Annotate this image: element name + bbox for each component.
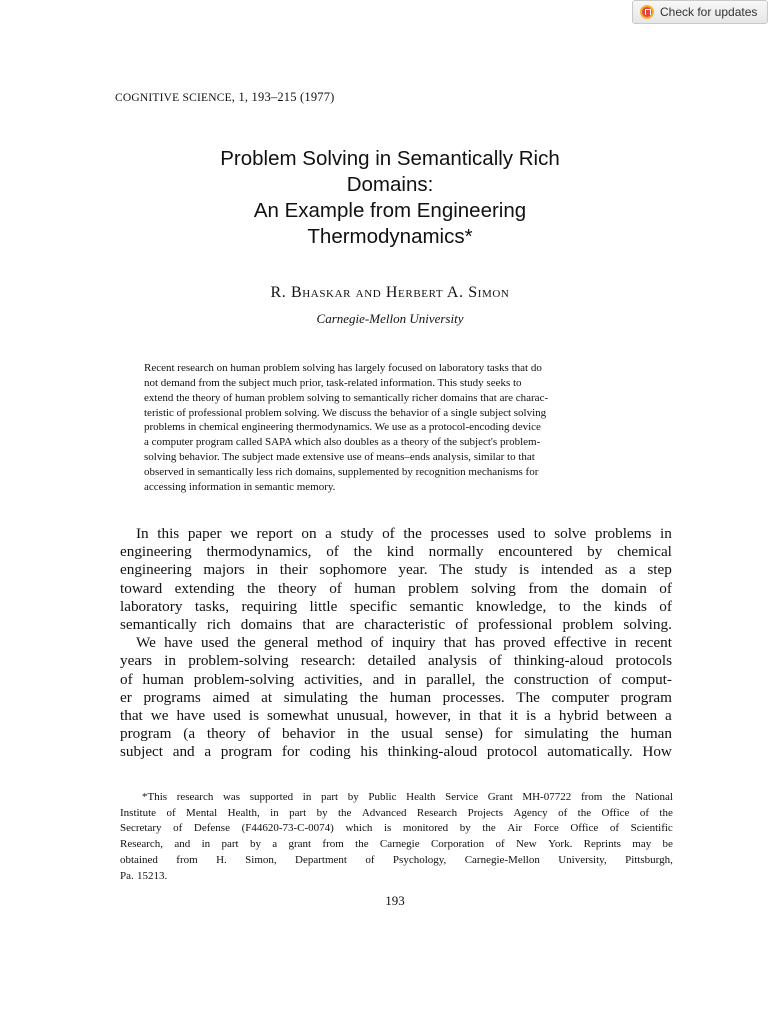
journal-volume-pages: , 1, 193–215 (1977) bbox=[231, 90, 335, 104]
update-badge-icon bbox=[640, 5, 654, 19]
journal-citation bbox=[115, 90, 335, 105]
abstract-line: accessing information in semantic memory. bbox=[144, 480, 336, 493]
abstract-line: extend the theory of human problem solving to semantically richer domains that are charac- bbox=[144, 391, 549, 404]
footnote-line: Pa. 15213. bbox=[120, 869, 168, 882]
journal-name: COGNITIVE SCIENCE bbox=[115, 92, 232, 104]
body-line: In this paper we report on a study of the processes used to solve problems in bbox=[136, 525, 672, 542]
footnote-line: *This research was supported in part by Public Health Service Grant MH-07722 from the National bbox=[142, 791, 673, 803]
abstract bbox=[144, 361, 644, 495]
body-line: of human problem-solving activities, and in parallel, the construction of comput- bbox=[120, 670, 672, 688]
abstract-line: Recent research on human problem solving has largely focused on laboratory tasks that do bbox=[144, 362, 542, 374]
check-for-updates-button[interactable] bbox=[632, 0, 768, 24]
body-text bbox=[120, 525, 672, 762]
body-line: We have used the general method of inquiry that has proved effective in recent bbox=[136, 634, 672, 652]
body-line: er programs aimed at simulating the human processes. The computer program bbox=[120, 688, 672, 706]
abstract-line: problems in chemical engineering thermodynamics. We use as a protocol-encoding device bbox=[144, 421, 541, 434]
title-line: Problem Solving in Semantically Rich bbox=[220, 147, 560, 170]
authors: R. Bhaskar and Herbert A. Simon bbox=[270, 284, 510, 301]
body-line: engineering thermodynamics, of the kind normally encountered by chemical bbox=[120, 543, 672, 561]
footnote-line: Institute of Mental Health, in part by the Advanced Research Projects Agency of the Office of the bbox=[120, 806, 673, 819]
footnote bbox=[120, 790, 673, 884]
title-line: An Example from Engineering bbox=[253, 199, 527, 222]
body-line: program (a theory of behavior in the usual sense) for simulating the human bbox=[120, 725, 672, 743]
abstract-line: solving behavior. The subject made extensive use of means–ends analysis, similar to that bbox=[144, 451, 535, 464]
body-line: that we have used is somewhat unusual, however, in that it is a hybrid between a bbox=[120, 707, 672, 725]
title-line: Domains: bbox=[346, 173, 434, 196]
title-line: Thermodynamics* bbox=[307, 225, 473, 248]
paper-title bbox=[140, 146, 640, 250]
abstract-line: not demand from the subject much prior, task-related information. This study seeks to bbox=[144, 376, 522, 389]
body-line: years in problem-solving research: detailed analysis of thinking-aloud protocols bbox=[120, 652, 672, 670]
footnote-line: Research, and in part by a grant from the Carnegie Corporation of New York. Reprints may be bbox=[120, 838, 673, 851]
abstract-line: observed in semantically less rich domains, supplemented by recognition mechanisms for bbox=[144, 465, 539, 478]
page-number: 193 bbox=[385, 893, 405, 908]
body-line: engineering majors in their sophomore year. The study is intended as a step bbox=[120, 561, 672, 579]
affiliation: Carnegie-Mellon University bbox=[316, 311, 464, 326]
abstract-line: teristic of professional problem solving. We discuss the behavior of a single subject solving bbox=[144, 406, 547, 419]
check-for-updates-label: Check for updates bbox=[660, 5, 758, 19]
abstract-line: a computer program called SAPA which also doubles as a theory of the subject's problem- bbox=[144, 436, 541, 449]
body-line: semantically rich domains that are characteristic of professional problem solving. bbox=[120, 616, 672, 634]
footnote-line: obtained from H. Simon, Department of Psychology, Carnegie-Mellon University, Pittsburgh, bbox=[120, 853, 673, 866]
body-line: toward extending the theory of human problem solving from the domain of bbox=[120, 579, 672, 597]
body-line: laboratory tasks, requiring little specific semantic knowledge, to the kinds of bbox=[120, 597, 672, 615]
footnote-line: Secretary of Defense (F44620-73-C-0074) which is monitored by the Air Force Office of Scientific bbox=[120, 822, 673, 835]
body-line: subject and a program for coding his thinking-aloud protocol automatically. How bbox=[120, 743, 672, 761]
